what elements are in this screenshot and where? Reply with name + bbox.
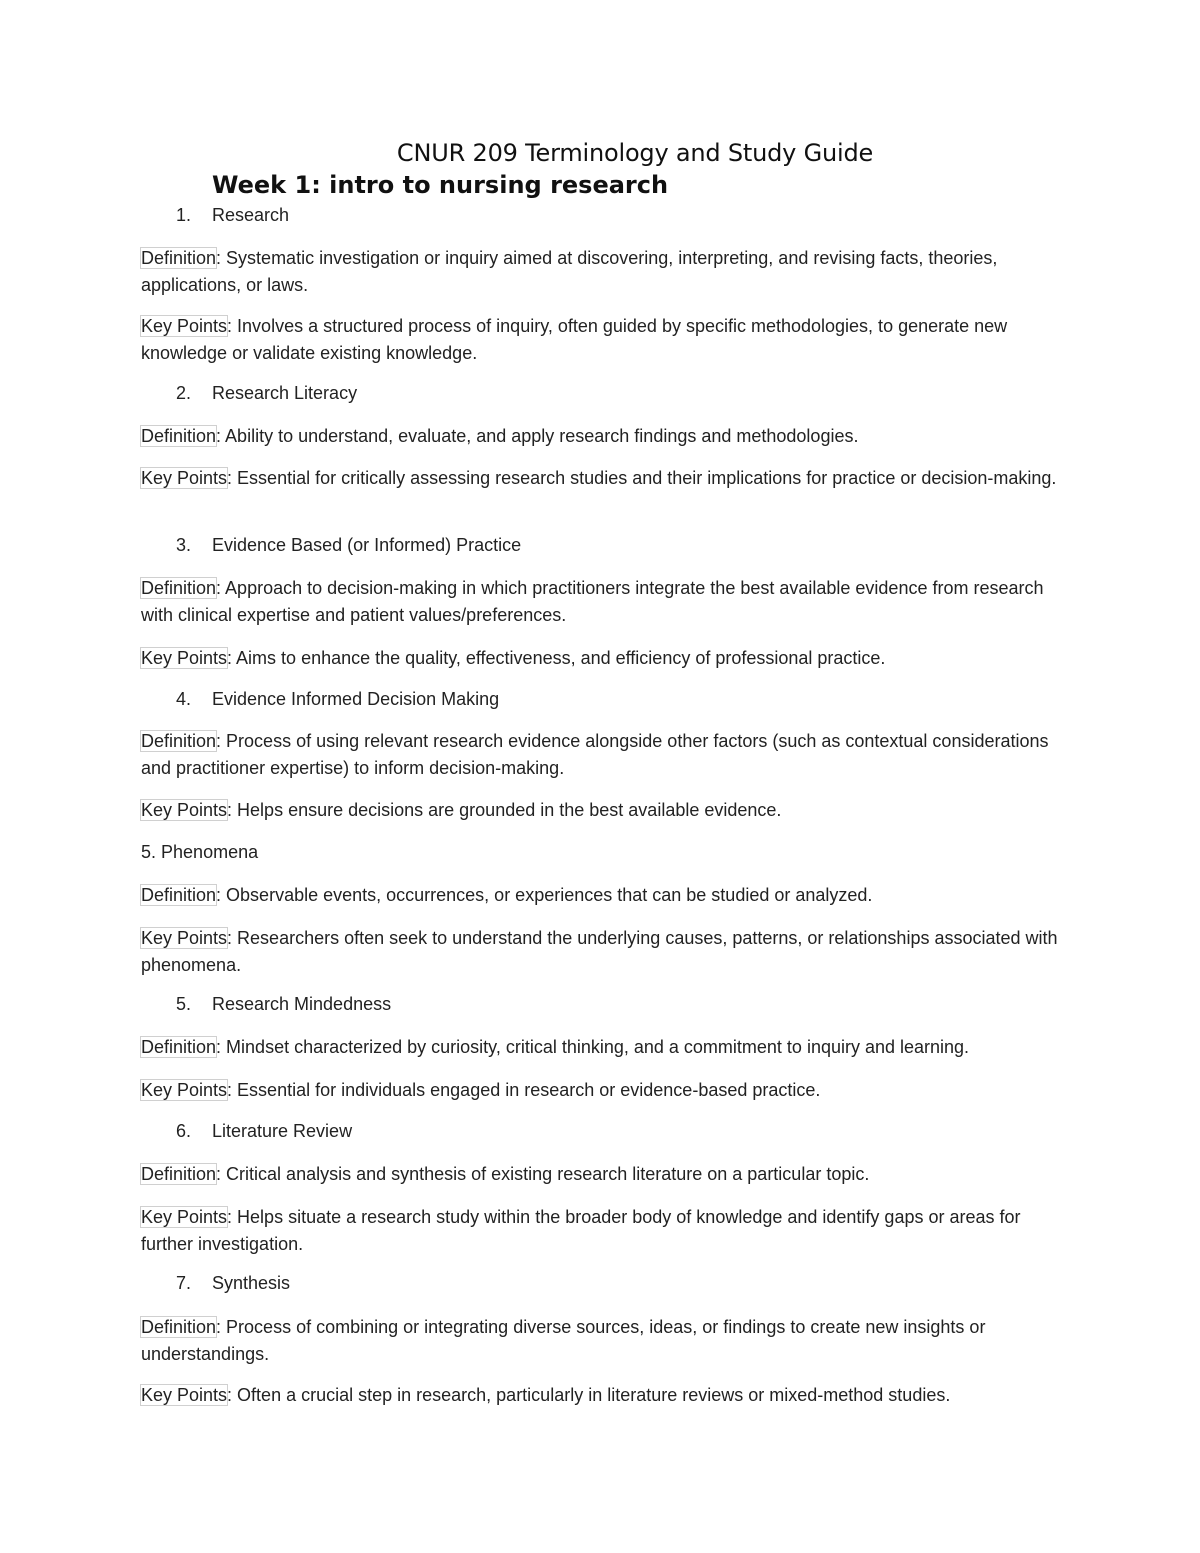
definition-label: Definition xyxy=(141,731,217,751)
definition-label: Definition xyxy=(141,426,217,446)
key-points-text: : Often a crucial step in research, particularly in literature reviews or mixed-method studies. xyxy=(227,1385,951,1405)
key-points-paragraph xyxy=(141,1077,1061,1104)
definition-text: : Systematic investigation or inquiry aimed at discovering, interpreting, and revising facts, theories, applications, or laws. xyxy=(141,248,998,295)
term-name: Phenomena xyxy=(161,842,259,862)
term-name: Evidence Informed Decision Making xyxy=(212,689,500,709)
definition-text: : Mindset characterized by curiosity, critical thinking, and a commitment to inquiry and learning. xyxy=(216,1037,970,1057)
key-points-label: Key Points xyxy=(141,1080,228,1100)
key-points-text: : Involves a structured process of inquiry, often guided by specific methodologies, to generate new knowledge or validate existing knowledge. xyxy=(141,316,1008,363)
term-number: 7. xyxy=(176,1273,192,1293)
definition-paragraph xyxy=(141,728,1061,782)
key-points-paragraph xyxy=(141,1204,1061,1258)
definition-text: : Ability to understand, evaluate, and apply research findings and methodologies. xyxy=(216,426,859,446)
definition-label: Definition xyxy=(141,578,217,598)
definition-label: Definition xyxy=(141,1317,217,1337)
definition-paragraph xyxy=(141,1161,1061,1188)
key-points-text: : Researchers often seek to understand the underlying causes, patterns, or relationships associated with phenomena. xyxy=(141,928,1058,975)
key-points-label: Key Points xyxy=(141,1207,228,1227)
term-name: Literature Review xyxy=(212,1121,353,1141)
key-points-label: Key Points xyxy=(141,800,228,820)
term-heading xyxy=(176,689,499,710)
definition-paragraph xyxy=(141,1034,1061,1061)
term-number: 3. xyxy=(176,535,192,555)
term-name: Evidence Based (or Informed) Practice xyxy=(212,535,522,555)
definition-text: : Approach to decision-making in which practitioners integrate the best available evidence from research with clinical expertise and patient values/preferences. xyxy=(141,578,1044,625)
term-heading xyxy=(141,842,258,863)
term-name: Research Mindedness xyxy=(212,994,392,1014)
term-heading xyxy=(176,205,289,226)
term-number: 6. xyxy=(176,1121,192,1141)
term-heading xyxy=(176,1273,290,1294)
week-heading: Week 1: intro to nursing research xyxy=(212,171,669,199)
key-points-label: Key Points xyxy=(141,1385,228,1405)
key-points-label: Key Points xyxy=(141,648,228,668)
key-points-text: : Essential for individuals engaged in research or evidence-based practice. xyxy=(227,1080,821,1100)
definition-text: : Process of using relevant research evidence alongside other factors (such as contextual considerations and practitioner expertise) to inform decision-making. xyxy=(141,731,1049,778)
term-heading xyxy=(176,994,391,1015)
definition-paragraph xyxy=(141,245,1061,299)
definition-text: : Process of combining or integrating diverse sources, ideas, or findings to create new insights or understandings. xyxy=(141,1317,986,1364)
definition-paragraph xyxy=(141,1314,1061,1368)
term-number: 1. xyxy=(176,205,192,225)
key-points-paragraph xyxy=(141,1382,1061,1409)
key-points-label: Key Points xyxy=(141,928,228,948)
definition-paragraph xyxy=(141,882,1061,909)
definition-paragraph xyxy=(141,423,1061,450)
key-points-text: : Helps situate a research study within the broader body of knowledge and identify gaps or areas for further investigation. xyxy=(141,1207,1021,1254)
key-points-paragraph xyxy=(141,465,1061,492)
term-name: Synthesis xyxy=(212,1273,291,1293)
definition-label: Definition xyxy=(141,248,217,268)
key-points-text: : Essential for critically assessing research studies and their implications for practice or decision-making. xyxy=(227,468,1057,488)
term-number: 5. xyxy=(176,994,192,1014)
definition-label: Definition xyxy=(141,1037,217,1057)
term-heading xyxy=(176,1121,352,1142)
key-points-paragraph xyxy=(141,313,1061,367)
key-points-label: Key Points xyxy=(141,316,228,336)
term-name: Research Literacy xyxy=(212,383,358,403)
key-points-paragraph xyxy=(141,925,1061,979)
definition-label: Definition xyxy=(141,885,217,905)
term-number: 4. xyxy=(176,689,192,709)
term-heading xyxy=(176,383,357,404)
term-heading xyxy=(176,535,521,556)
document-title: CNUR 209 Terminology and Study Guide xyxy=(396,139,874,167)
term-name: Research xyxy=(212,205,290,225)
term-number: 5. xyxy=(141,842,157,862)
key-points-text: : Aims to enhance the quality, effectiveness, and efficiency of professional practice. xyxy=(227,648,886,668)
key-points-paragraph xyxy=(141,645,1061,672)
term-number: 2. xyxy=(176,383,192,403)
definition-paragraph xyxy=(141,575,1061,629)
key-points-label: Key Points xyxy=(141,468,228,488)
definition-label: Definition xyxy=(141,1164,217,1184)
definition-text: : Observable events, occurrences, or experiences that can be studied or analyzed. xyxy=(216,885,873,905)
key-points-text: : Helps ensure decisions are grounded in the best available evidence. xyxy=(227,800,782,820)
key-points-paragraph xyxy=(141,797,1061,824)
definition-text: : Critical analysis and synthesis of existing research literature on a particular topic. xyxy=(216,1164,870,1184)
